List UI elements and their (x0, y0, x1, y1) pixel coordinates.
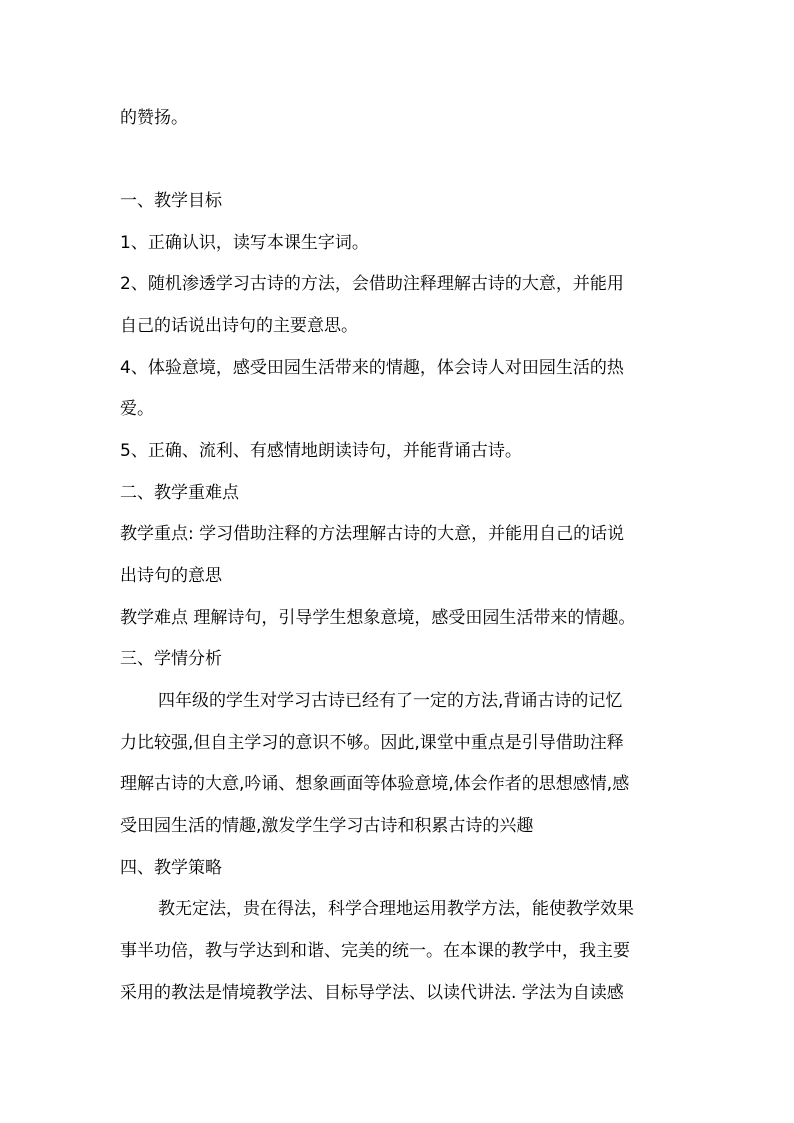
key-point-text-cont: 出诗句的意思 (120, 566, 222, 586)
strategy-line-2: 事半功倍，教与学达到和谐、完美的统一。在本课的教学中，我主要 (120, 941, 630, 961)
learner-analysis-line-2: 力比较强,但自主学习的意识不够。因此,课堂中重点是引导借助注释 (120, 733, 624, 753)
heading-teaching-strategy: 四、教学策略 (120, 858, 222, 878)
learner-analysis-line-4: 受田园生活的情趣,激发学生学习古诗和积累古诗的兴趣 (120, 816, 534, 836)
goal-item-2: 2、随机渗透学习古诗的方法，会借助注释理解古诗的大意，并能用 (120, 274, 624, 294)
goal-item-5: 5、正确、流利、有感情地朗读诗句，并能背诵古诗。 (120, 441, 522, 461)
goal-item-4: 4、体验意境，感受田园生活带来的情趣，体会诗人对田园生活的热 (120, 358, 624, 378)
goal-item-1: 1、正确认识，读写本课生字词。 (120, 233, 369, 253)
strategy-line-1: 教无定法，贵在得法，科学合理地运用教学方法，能使教学效果 (158, 899, 634, 919)
learner-analysis-line-1: 四年级的学生对学习古诗已经有了一定的方法,背诵古诗的记忆 (158, 691, 623, 711)
difficult-point-text: 教学难点 理解诗句，引导学生想象意境，感受田园生活带来的情趣。 (120, 608, 636, 628)
text-line-continuation: 的赞扬。 (120, 108, 188, 128)
strategy-line-3: 采用的教法是情境教学法、目标导学法、以读代讲法. 学法为自读感 (120, 983, 624, 1003)
key-point-text: 教学重点: 学习借助注释的方法理解古诗的大意，并能用自己的话说 (120, 524, 625, 544)
learner-analysis-line-3: 理解古诗的大意,吟诵、想象画面等体验意境,体会作者的思想感情,感 (120, 774, 630, 794)
heading-teaching-goals: 一、教学目标 (120, 191, 222, 211)
goal-item-4-cont: 爱。 (120, 399, 154, 419)
goal-item-2-cont: 自己的话说出诗句的主要意思。 (120, 316, 358, 336)
heading-learner-analysis: 三、学情分析 (120, 649, 222, 669)
heading-key-difficult-points: 二、教学重难点 (120, 483, 239, 503)
